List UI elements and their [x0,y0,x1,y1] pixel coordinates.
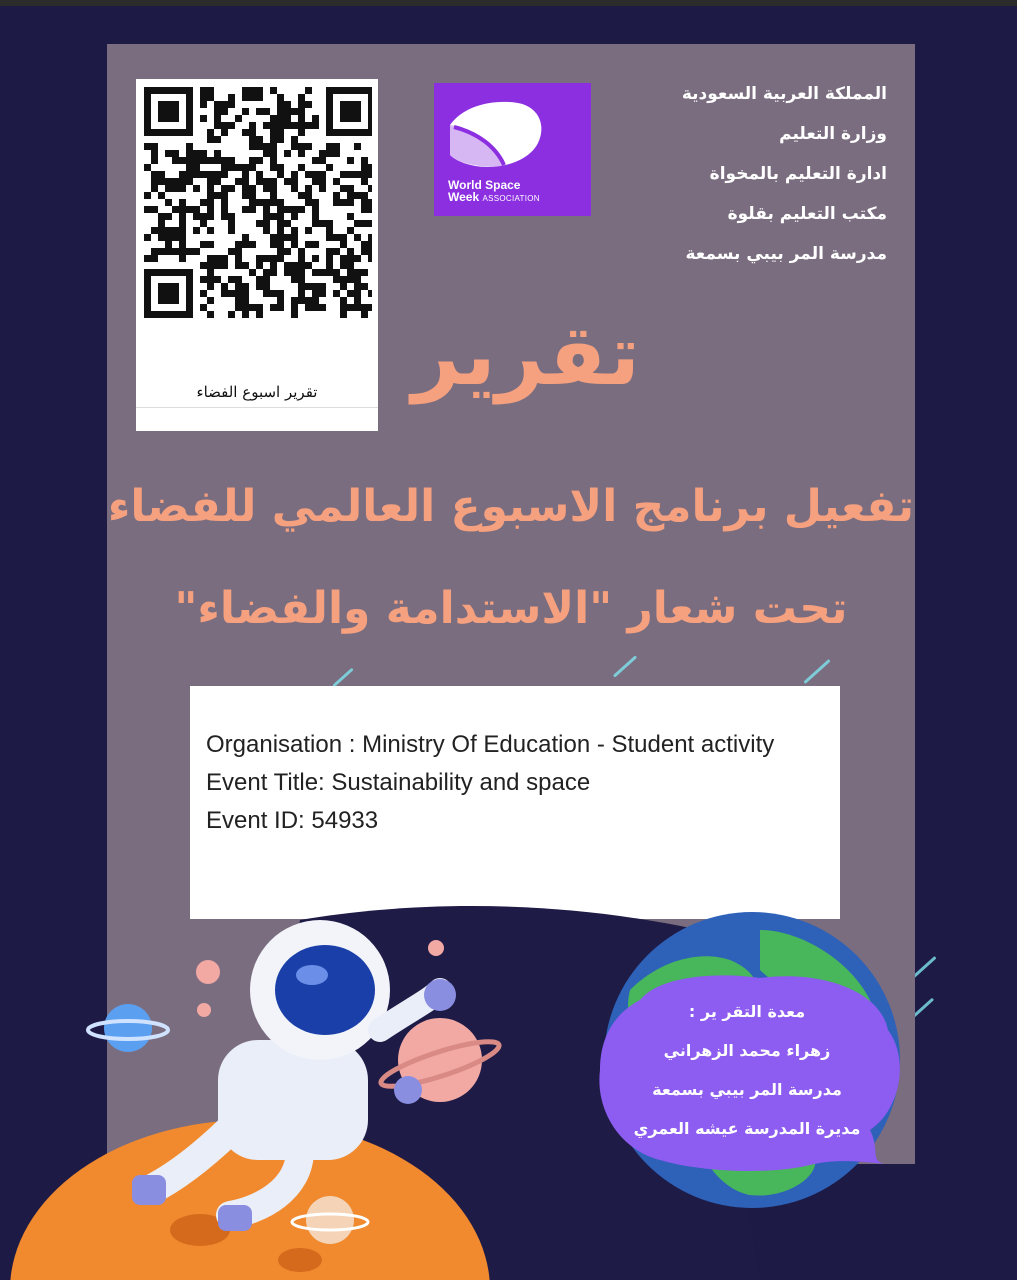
header-line-2: وزارة التعليم [779,124,887,144]
header-line-5: مدرسة المر بيبي بسمعة [685,244,887,264]
qr-caption: تقرير اسبوع الفضاء [196,383,318,401]
author-name: زهراء محمد الزهراني [663,1041,831,1060]
prepared-by-label: معدة التقر ير : [688,1002,806,1021]
subtitle-slogan: تحت شعار "الاستدامة والفضاء" [174,583,848,634]
header-line-4: مكتب التعليم بقلوة [727,204,887,224]
principal-name: مديرة المدرسة عيشه العمري [633,1119,861,1138]
prepared-by-block [612,992,882,1148]
header-line-1: المملكة العربية السعودية [681,84,887,104]
organisation-text: Organisation : Ministry Of Education - Student activity [206,731,775,758]
logo-line1: World Space [448,178,521,192]
logo-line2: Week [448,190,480,204]
event-title-text: Event Title: Sustainability and space [206,769,591,796]
event-id-text: Event ID: 54933 [206,807,379,834]
subtitle-program: تفعيل برنامج الاسبوع العالمي للفضاء [107,481,915,532]
report-title: تقرير [411,306,640,404]
logo-line3: ASSOCIATION [482,194,540,203]
header-line-3: ادارة التعليم بالمخواة [709,164,887,184]
school-name: مدرسة المر بيبي بسمعة [652,1080,842,1099]
